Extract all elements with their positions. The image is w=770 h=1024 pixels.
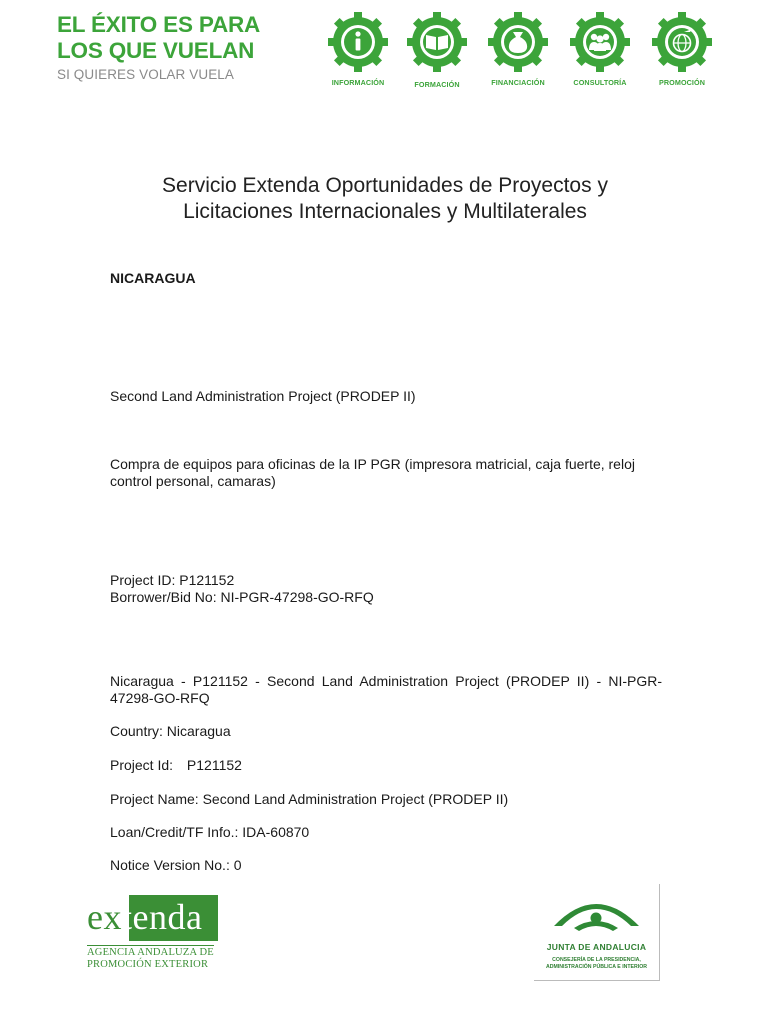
slogan-line-2: LOS QUE VUELAN [57,38,255,63]
slogan-line-3: SI QUIERES VOLAR VUELA [57,67,235,82]
badge-label: PROMOCIÓN [658,78,706,87]
bid-number-line: Borrower/Bid No: NI-PGR-47298-GO-RFQ [110,589,374,605]
project-title: Second Land Administration Project (PRODEP II) [110,388,416,404]
info-icon [326,10,390,74]
title-line-1: Servicio Extenda Oportunidades de Proyectos y [162,174,608,197]
project-id-row [110,757,662,774]
people-icon [568,10,632,74]
project-identifiers [110,572,662,606]
extenda-wordmark [87,897,202,937]
service-badges [318,10,718,90]
extenda-logo [85,893,225,973]
junta-subtitle [534,957,659,971]
project-description: Compra de equipos para oficinas de la IP PGR (impresora matricial, caja fuerte, reloj control personal, camaras) [110,456,635,489]
slogan-block [57,12,260,84]
slogan-line-1: EL ÉXITO ES PARA [57,12,261,37]
junta-arch-emblem [534,884,659,940]
badge-label: FORMACIÓN [414,80,460,89]
loan-info-line: Loan/Credit/TF Info.: IDA-60870 [110,824,310,840]
badge-label: CONSULTORÍA [573,78,627,87]
extenda-sub-line-2: PROMOCIÓN EXTERIOR [87,959,209,970]
badge-consultoria [560,10,640,87]
project-id-label: Project Id: [110,757,174,773]
country-line: Country: Nicaragua [110,723,231,739]
title-line-2: Licitaciones Internacionales y Multilaterales [183,200,587,223]
junta-sub-line-1: CONSEJERÍA DE LA PRESIDENCIA, [552,957,641,963]
badge-informacion [318,10,398,87]
junta-andalucia-logo [534,884,660,981]
notice-version-line: Notice Version No.: 0 [110,857,242,873]
junta-sub-line-2: ADMINISTRACIÓN PÚBLICA E INTERIOR [546,964,647,970]
country-heading: NICARAGUA [110,270,196,286]
badge-label: FINANCIACIÓN [491,78,545,87]
badge-financiacion [478,10,558,87]
extenda-subtitle [87,945,214,971]
extenda-word-left: ex [87,897,122,937]
badge-promocion [642,10,722,87]
money-bag-icon [486,10,550,74]
extenda-word-right: tenda [121,897,203,937]
notice-title: Nicaragua - P121152 - Second Land Administration Project (PRODEP II) - NI-PGR-47298-GO-RFQ [110,673,662,706]
book-icon [405,10,469,74]
badge-label: INFORMACIÓN [331,78,385,87]
project-name-line: Project Name: Second Land Administration Project (PRODEP II) [110,791,509,807]
project-id-value: P121152 [186,757,242,773]
extenda-sub-line-1: AGENCIA ANDALUZA DE [87,947,214,958]
project-id-line: Project ID: P121152 [110,572,235,588]
document-title [0,173,770,225]
junta-title: JUNTA DE ANDALUCIA [546,942,647,952]
globe-plane-icon [650,10,714,74]
badge-formacion [397,10,477,89]
